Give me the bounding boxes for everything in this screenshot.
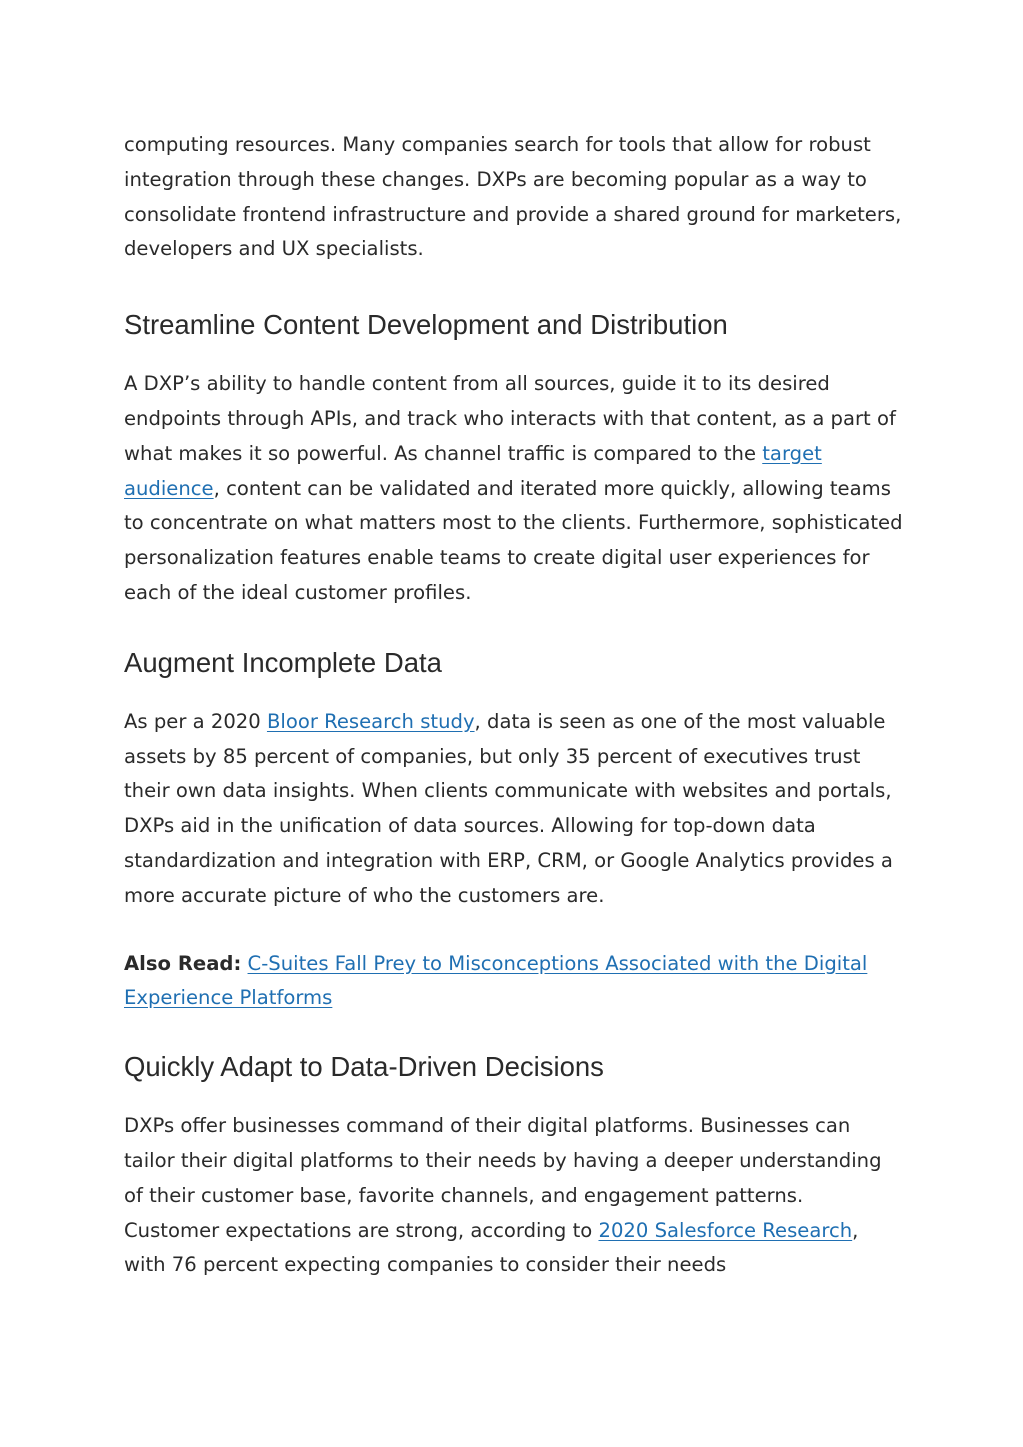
also-read [124,947,904,1017]
article-body [124,128,904,1283]
adapt-text-after-link: , with 76 percent expecting companies to consider their needs [124,1218,859,1277]
salesforce-research-link[interactable]: 2020 Salesforce Research [598,1218,853,1242]
heading-augment-data: Augment Incomplete Data [124,646,442,678]
heading-streamline-content: Streamline Content Development and Distribution [124,309,728,341]
streamline-paragraph [124,367,904,611]
also-read-label: Also Read: [124,951,242,975]
augment-text-after-link: , data is seen as one of the most valuable assets by 85 percent of companies, but only 35 percent of executives trust their own data insights. When clients communicate with websites and portals, DXPs aid in the unification of data sources. Allowing for top-down data standardization and integration with ERP, CRM, or Google Analytics provides a more accurate picture of who the customers are. [124,709,893,907]
intro-paragraph [124,128,904,267]
augment-paragraph [124,705,904,914]
augment-text-before-link: As per a 2020 [124,709,267,733]
intro-paragraph-text: computing resources. Many companies search for tools that allow for robust integration through these changes. DXPs are becoming popular as a way to consolidate frontend infrastructure and provide a shared ground for marketers, developers and UX specialists. [124,133,902,261]
adapt-paragraph [124,1109,904,1283]
adapt-text-before-link: DXPs offer businesses command of their digital platforms. Businesses can tailor their digital platforms to their needs by having a deeper understanding of their customer base, favorite channels, and engagement patterns. Customer expectations are strong, according to [124,1114,882,1242]
streamline-text-after-link: , content can be validated and iterated more quickly, allowing teams to concentrate on what matters most to the clients. Furthermore, sophisticated personalization features enable teams to create digital user experiences for each of the ideal customer profiles. [124,476,903,604]
streamline-text-before-link: A DXP’s ability to handle content from all sources, guide it to its desired endpoints through APIs, and track who interacts with that content, as a part of what makes it so powerful. As channel traffic is compared to the [124,372,896,465]
heading-quickly-adapt: Quickly Adapt to Data-Driven Decisions [124,1051,604,1083]
target-audience-link[interactable]: target audience [124,441,822,500]
also-read-link[interactable]: C-Suites Fall Prey to Misconceptions Associated with the Digital Experience Platforms [124,951,868,1010]
bloor-research-link[interactable]: Bloor Research study [266,709,475,733]
